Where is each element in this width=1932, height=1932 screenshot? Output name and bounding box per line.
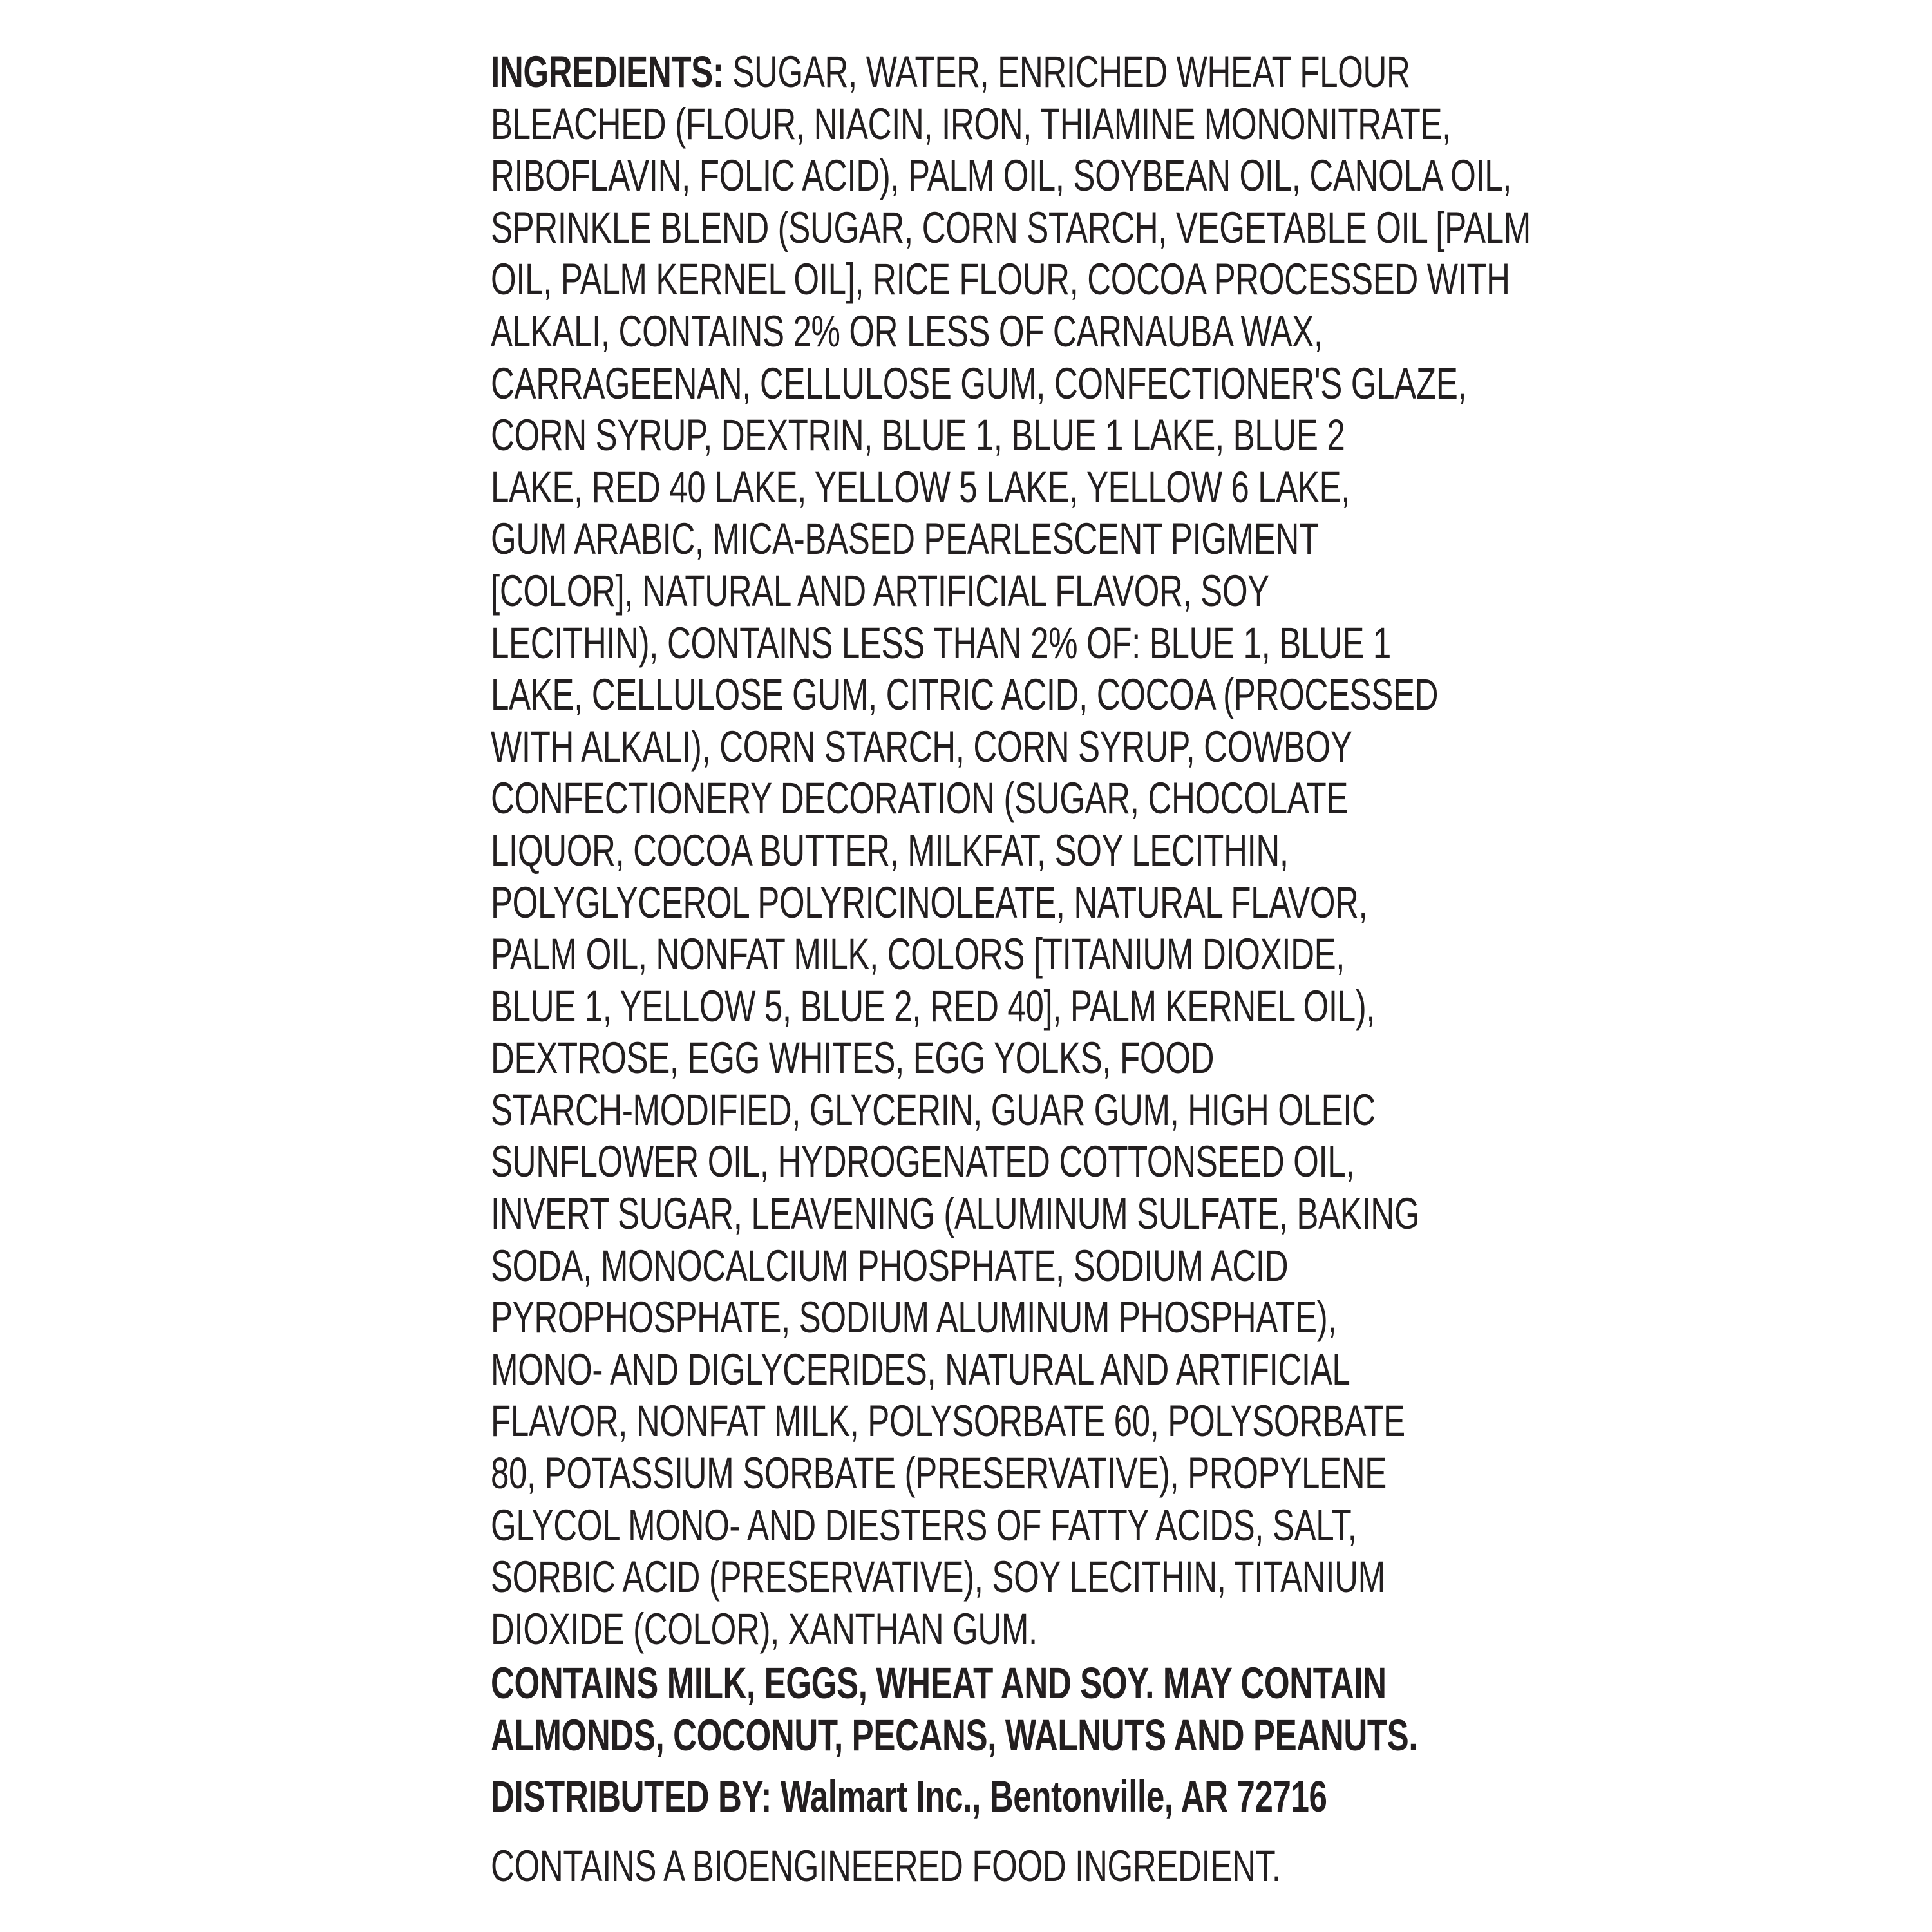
ingredients-line: PYROPHOSPHATE, SODIUM ALUMINUM PHOSPHATE), xyxy=(491,1293,1337,1343)
allergen-line: CONTAINS MILK, EGGS, WHEAT AND SOY. MAY CONTAIN xyxy=(491,1658,1387,1709)
ingredients-line: PALM OIL, NONFAT MILK, COLORS [TITANIUM DIOXIDE, xyxy=(491,929,1345,980)
ingredients-line: 80, POTASSIUM SORBATE (PRESERVATIVE), PROPYLENE xyxy=(491,1448,1387,1499)
ingredients-line: LAKE, RED 40 LAKE, YELLOW 5 LAKE, YELLOW 6 LAKE, xyxy=(491,462,1350,512)
allergen-line: ALMONDS, COCONUT, PECANS, WALNUTS AND PEANUTS. xyxy=(491,1710,1418,1760)
ingredients-line: LIQUOR, COCOA BUTTER, MILKFAT, SOY LECITHIN, xyxy=(491,825,1289,875)
ingredients-line: SORBIC ACID (PRESERVATIVE), SOY LECITHIN, TITANIUM xyxy=(491,1552,1385,1602)
ingredients-line: MONO- AND DIGLYCERIDES, NATURAL AND ARTIFICIAL xyxy=(491,1344,1350,1394)
ingredients-line: BLUE 1, YELLOW 5, BLUE 2, RED 40], PALM KERNEL OIL), xyxy=(491,981,1376,1031)
ingredients-first-line-text: SUGAR, WATER, ENRICHED WHEAT FLOUR xyxy=(723,47,1410,97)
ingredients-first-line xyxy=(491,46,1410,99)
distributor-text: Walmart Inc., Bentonville, AR 72716 xyxy=(772,1771,1327,1821)
ingredients-line: LAKE, CELLULOSE GUM, CITRIC ACID, COCOA (PROCESSED xyxy=(491,670,1439,720)
ingredients-line: DEXTROSE, EGG WHITES, EGG YOLKS, FOOD xyxy=(491,1033,1215,1083)
bioengineered-notice: CONTAINS A BIOENGINEERED FOOD INGREDIENT. xyxy=(491,1841,1281,1891)
ingredients-line: STARCH-MODIFIED, GLYCERIN, GUAR GUM, HIGH OLEIC xyxy=(491,1084,1376,1135)
distributor-heading: DISTRIBUTED BY: xyxy=(491,1771,772,1821)
allergen-statement xyxy=(491,1658,1418,1761)
ingredients-line: GLYCOL MONO- AND DIESTERS OF FATTY ACIDS, SALT, xyxy=(491,1500,1357,1550)
distributor-line xyxy=(491,1771,1327,1823)
ingredients-line: SPRINKLE BLEND (SUGAR, CORN STARCH, VEGETABLE OIL [PALM xyxy=(491,202,1531,252)
ingredient-label xyxy=(491,46,1531,1892)
ingredients-line: GUM ARABIC, MICA-BASED PEARLESCENT PIGMENT xyxy=(491,514,1319,564)
ingredients-line: SODA, MONOCALCIUM PHOSPHATE, SODIUM ACID xyxy=(491,1240,1289,1291)
ingredients-line: WITH ALKALI), CORN STARCH, CORN SYRUP, COWBOY xyxy=(491,721,1352,772)
ingredients-line: BLEACHED (FLOUR, NIACIN, IRON, THIAMINE MONONITRATE, xyxy=(491,99,1451,149)
ingredients-line: CONFECTIONERY DECORATION (SUGAR, CHOCOLATE xyxy=(491,773,1349,824)
ingredients-line: DIOXIDE (COLOR), XANTHAN GUM. xyxy=(491,1604,1037,1654)
ingredients-line: ALKALI, CONTAINS 2% OR LESS OF CARNAUBA WAX, xyxy=(491,306,1323,356)
ingredients-line: LECITHIN), CONTAINS LESS THAN 2% OF: BLUE 1, BLUE 1 xyxy=(491,618,1391,668)
ingredients-line: CORN SYRUP, DEXTRIN, BLUE 1, BLUE 1 LAKE, BLUE 2 xyxy=(491,410,1345,460)
ingredients-line: INVERT SUGAR, LEAVENING (ALUMINUM SULFATE, BAKING xyxy=(491,1189,1420,1239)
ingredients-block xyxy=(491,46,1531,1655)
ingredients-line: RIBOFLAVIN, FOLIC ACID), PALM OIL, SOYBEAN OIL, CANOLA OIL, xyxy=(491,151,1512,201)
ingredients-line: POLYGLYCEROL POLYRICINOLEATE, NATURAL FLAVOR, xyxy=(491,877,1368,927)
ingredients-line: [COLOR], NATURAL AND ARTIFICIAL FLAVOR, SOY xyxy=(491,565,1269,616)
ingredients-line: OIL, PALM KERNEL OIL], RICE FLOUR, COCOA PROCESSED WITH xyxy=(491,254,1510,305)
ingredients-line: SUNFLOWER OIL, HYDROGENATED COTTONSEED OIL, xyxy=(491,1137,1355,1187)
ingredients-line: CARRAGEENAN, CELLULOSE GUM, CONFECTIONER'S GLAZE, xyxy=(491,358,1467,408)
ingredients-line: FLAVOR, NONFAT MILK, POLYSORBATE 60, POLYSORBATE xyxy=(491,1396,1405,1446)
ingredients-heading: INGREDIENTS: xyxy=(491,47,724,97)
